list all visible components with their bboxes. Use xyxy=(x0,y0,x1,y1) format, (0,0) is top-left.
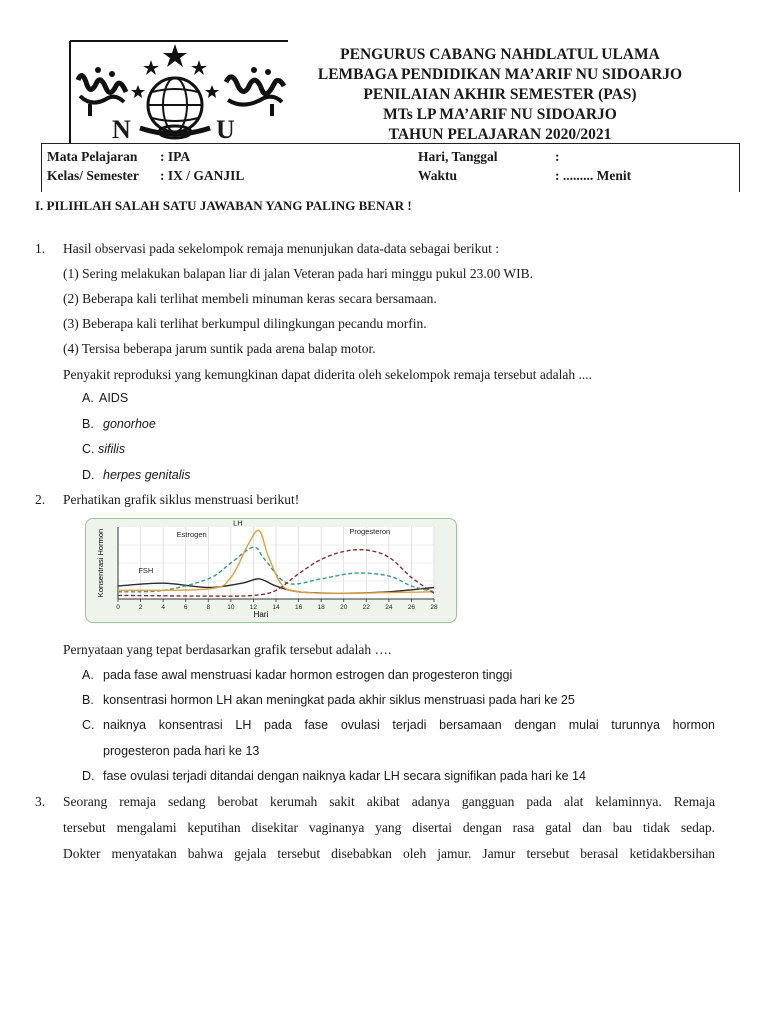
day-value: : xyxy=(555,149,560,164)
q2-option-b-letter: B. xyxy=(82,693,94,707)
question-3-line-2: tersebut mengalami keputihan disekitar vaginanya yang disertai dengan rasa gatal dan bau tidak sedap. xyxy=(63,820,715,835)
menstrual-cycle-chart xyxy=(85,518,457,623)
q2-option-c: naiknya konsentrasi LH pada fase ovulasi terjadi bersamaan dengan mulai turunnya hormon xyxy=(103,718,715,732)
q1-option-d-letter: D. xyxy=(82,468,95,482)
x-tick-label: 0 xyxy=(116,604,120,611)
x-tick-label: 4 xyxy=(161,604,165,611)
header-line-5: TAHUN PELAJARAN 2020/2021 xyxy=(388,126,612,143)
x-tick-label: 28 xyxy=(430,604,438,611)
series-label-fsh: FSH xyxy=(138,566,154,576)
question-2-intro: Perhatikan grafik siklus menstruasi berikut! xyxy=(63,492,300,507)
q1-statement-4: (4) Tersisa beberapa jarum suntik pada arena balap motor. xyxy=(63,341,376,356)
question-1-prompt: Penyakit reproduksi yang kemungkinan dapat diderita oleh sekelompok remaja tersebut adalah .... xyxy=(63,367,592,382)
x-tick-label: 16 xyxy=(294,604,303,611)
day-label: Hari, Tanggal xyxy=(418,149,498,164)
series-label-estrogen: Estrogen xyxy=(176,530,207,540)
q2-option-c-continued: progesteron pada hari ke 13 xyxy=(103,744,260,758)
q2-option-b: konsentrasi hormon LH akan meningkat pada akhir siklus menstruasi pada hari ke 25 xyxy=(103,693,575,707)
q1-statement-3: (3) Beberapa kali terlihat berkumpul dilingkungan pecandu morfin. xyxy=(63,316,427,331)
x-tick-label: 2 xyxy=(138,604,143,611)
question-2-prompt: Pernyataan yang tepat berdasarkan grafik tersebut adalah …. xyxy=(63,642,392,657)
chart-grid xyxy=(118,527,434,599)
q1-option-c: sifilis xyxy=(98,442,126,456)
x-tick-label: 18 xyxy=(317,604,325,611)
q1-option-d: herpes genitalis xyxy=(103,468,191,482)
q2-option-d-letter: D. xyxy=(82,769,95,783)
q1-statement-2: (2) Beberapa kali terlihat membeli minuman keras secara bersamaan. xyxy=(63,291,437,306)
y-axis-label: Konsentrasi Hormon xyxy=(96,528,105,598)
exam-info-box xyxy=(41,143,740,192)
logo-letter-n: N xyxy=(112,115,131,144)
class-value: : IX / GANJIL xyxy=(160,168,245,183)
chart-svg xyxy=(86,519,456,622)
logo-letter-u: U xyxy=(216,115,235,144)
question-number-2: 2. xyxy=(35,492,46,507)
x-tick-label: 14 xyxy=(272,604,280,611)
q1-option-a: AIDS xyxy=(99,391,129,405)
q2-option-c-letter: C. xyxy=(82,718,95,732)
x-tick-label: 24 xyxy=(385,604,393,611)
x-tick-label: 20 xyxy=(340,604,348,611)
q1-option-b: gonorhoe xyxy=(103,417,156,431)
q2-option-a-letter: A. xyxy=(82,668,94,682)
x-tick-label: 26 xyxy=(407,604,416,611)
q1-option-b-letter: B. xyxy=(82,417,94,431)
x-tick-label: 22 xyxy=(362,604,370,611)
x-tick-label: 6 xyxy=(183,604,188,611)
question-number-1: 1. xyxy=(35,241,46,256)
subject-label: Mata Pelajaran xyxy=(47,149,138,164)
header-line-3: PENILAIAN AKHIR SEMESTER (PAS) xyxy=(363,86,637,103)
time-label: Waktu xyxy=(418,168,458,183)
question-3-line-3: Dokter menyatakan bahwa gejala tersebut disebabkan oleh jamur. Jamur tersebut berasal ketidakbersihan xyxy=(63,846,715,861)
header-line-2: LEMBAGA PENDIDIKAN MA’ARIF NU SIDOARJO xyxy=(317,66,683,83)
q1-option-c-letter: C. xyxy=(82,442,95,456)
q2-option-d: fase ovulasi terjadi ditandai dengan naiknya kadar LH secara signifikan pada hari ke 14 xyxy=(103,769,586,783)
header-line-1: PENGURUS CABANG NAHDLATUL ULAMA xyxy=(340,46,660,63)
subject-value: : IPA xyxy=(160,149,191,164)
x-tick-label: 10 xyxy=(227,604,235,611)
question-number-3: 3. xyxy=(35,794,46,809)
series-label-progesteron: Progesteron xyxy=(349,527,391,537)
q2-option-a: pada fase awal menstruasi kadar hormon estrogen dan progesteron tinggi xyxy=(103,668,513,682)
time-value: : ......... Menit xyxy=(555,168,632,183)
x-tick-label: 8 xyxy=(206,604,211,611)
chart-ticks xyxy=(116,599,438,611)
series-label-lh: LH xyxy=(233,519,243,528)
x-axis-label: Hari xyxy=(253,610,269,619)
header-line-4: MTs LP MA’ARIF NU SIDOARJO xyxy=(383,106,617,123)
section-title: I. PILIHLAH SALAH SATU JAWABAN YANG PALING BENAR ! xyxy=(35,198,412,213)
class-label: Kelas/ Semester xyxy=(47,168,139,183)
question-1-intro: Hasil observasi pada sekelompok remaja menunjukan data-data sebagai berikut : xyxy=(63,241,499,256)
q1-statement-1: (1) Sering melakukan balapan liar di jalan Veteran pada hari minggu pukul 23.00 WIB. xyxy=(63,266,533,281)
x-tick-label: 12 xyxy=(249,604,258,611)
question-3-line-1: Seorang remaja sedang berobat kerumah sakit akibat adanya gangguan pada alat kelaminnya. Remaja xyxy=(63,794,715,809)
q1-option-a-letter: A. xyxy=(82,391,94,405)
